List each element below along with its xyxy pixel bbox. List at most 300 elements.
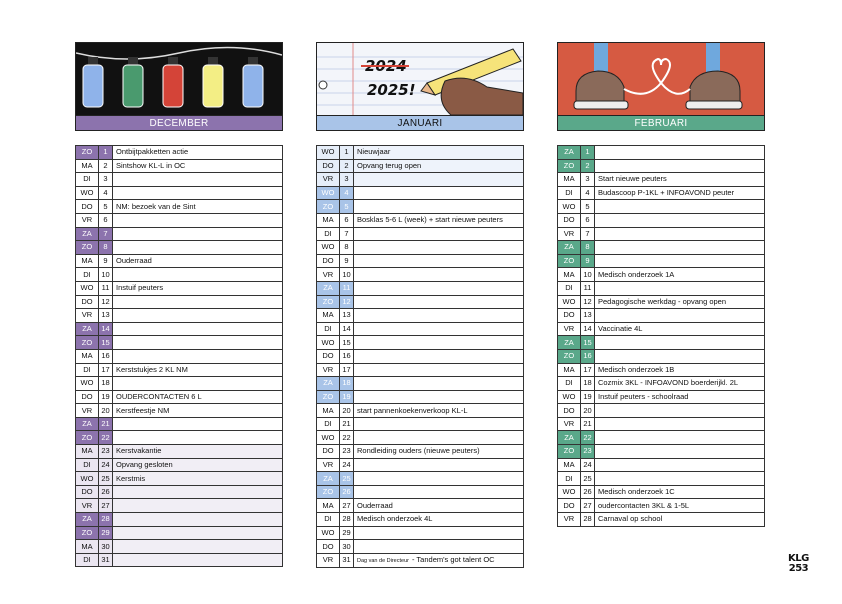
weekday-cell: ZO: [317, 485, 340, 499]
event-cell: [595, 336, 765, 350]
day-row: [76, 499, 283, 513]
date-number-cell: 11: [99, 281, 113, 295]
weekday-cell: VR: [76, 213, 99, 227]
day-row: [76, 445, 283, 459]
day-row: [558, 513, 765, 527]
date-number-cell: 30: [99, 540, 113, 554]
event-cell: [354, 417, 524, 431]
date-number-cell: 30: [340, 540, 354, 554]
day-row: [558, 336, 765, 350]
januari-day-table: [316, 145, 524, 568]
event-cell: [354, 458, 524, 472]
event-cell: [113, 553, 283, 567]
weekday-cell: WO: [317, 431, 340, 445]
day-row: [76, 309, 283, 323]
weekday-cell: ZO: [558, 445, 581, 459]
pencil-notebook-icon: [317, 43, 523, 115]
weekday-cell: ZO: [76, 336, 99, 350]
event-cell: [354, 431, 524, 445]
day-row: [76, 540, 283, 554]
day-row: [76, 431, 283, 445]
day-row: [317, 295, 524, 309]
date-number-cell: 13: [581, 309, 595, 323]
weekday-cell: MA: [76, 254, 99, 268]
weekday-cell: MA: [317, 499, 340, 513]
weekday-cell: MA: [76, 159, 99, 173]
day-row: [76, 513, 283, 527]
weekday-cell: VR: [317, 363, 340, 377]
day-row: [76, 173, 283, 187]
event-cell: [595, 349, 765, 363]
weekday-cell: DO: [558, 499, 581, 513]
date-number-cell: 20: [581, 404, 595, 418]
event-cell: [113, 186, 283, 200]
date-number-cell: 21: [340, 417, 354, 431]
date-number-cell: 28: [581, 513, 595, 527]
day-row: [558, 349, 765, 363]
date-number-cell: 29: [99, 526, 113, 540]
date-number-cell: 28: [99, 513, 113, 527]
day-row: [317, 213, 524, 227]
day-row: [76, 322, 283, 336]
event-cell: [354, 363, 524, 377]
event-cell: Medisch onderzoek 4L: [354, 513, 524, 527]
weekday-cell: MA: [76, 445, 99, 459]
date-number-cell: 10: [581, 268, 595, 282]
weekday-cell: ZO: [317, 390, 340, 404]
weekday-cell: ZA: [558, 146, 581, 160]
date-number-cell: 20: [340, 404, 354, 418]
event-cell: [354, 241, 524, 255]
day-row: [317, 268, 524, 282]
date-number-cell: 24: [340, 458, 354, 472]
event-cell: Start nieuwe peuters: [595, 173, 765, 187]
date-number-cell: 25: [581, 472, 595, 486]
weekday-cell: WO: [558, 200, 581, 214]
date-number-cell: 11: [581, 281, 595, 295]
day-row: [317, 309, 524, 323]
weekday-cell: VR: [558, 227, 581, 241]
weekday-cell: MA: [558, 363, 581, 377]
weekday-cell: DO: [76, 295, 99, 309]
event-cell: [354, 485, 524, 499]
date-number-cell: 1: [340, 146, 354, 160]
day-row: [558, 173, 765, 187]
day-row: [76, 363, 283, 377]
weekday-cell: MA: [558, 268, 581, 282]
weekday-cell: WO: [558, 485, 581, 499]
date-number-cell: 23: [340, 445, 354, 459]
event-cell: Kerstmis: [113, 472, 283, 486]
date-number-cell: 26: [581, 485, 595, 499]
date-number-cell: 16: [340, 349, 354, 363]
date-number-cell: 14: [581, 322, 595, 336]
event-cell: Ontbijtpakketten actie: [113, 146, 283, 160]
event-cell: [595, 146, 765, 160]
day-row: [317, 227, 524, 241]
event-cell: Kerstfeestje NM: [113, 404, 283, 418]
weekday-cell: MA: [317, 404, 340, 418]
day-row: [558, 431, 765, 445]
weekday-cell: VR: [317, 268, 340, 282]
weekday-cell: DI: [317, 322, 340, 336]
event-cell: [595, 431, 765, 445]
day-row: [76, 553, 283, 567]
event-cell: Budascoop P-1KL + INFOAVOND peuter: [595, 186, 765, 200]
weekday-cell: ZA: [76, 227, 99, 241]
day-row: [76, 200, 283, 214]
school-logo: KLG 253: [788, 553, 809, 574]
day-row: [317, 458, 524, 472]
event-cell: Opvang gesloten: [113, 458, 283, 472]
svg-text:2024: 2024: [365, 57, 407, 75]
day-row: [558, 390, 765, 404]
event-cell: [354, 472, 524, 486]
date-number-cell: 23: [581, 445, 595, 459]
date-number-cell: 26: [99, 485, 113, 499]
date-number-cell: 9: [581, 254, 595, 268]
date-number-cell: 2: [340, 159, 354, 173]
weekday-cell: VR: [76, 309, 99, 323]
weekday-cell: DO: [317, 159, 340, 173]
weekday-cell: MA: [317, 213, 340, 227]
date-number-cell: 5: [581, 200, 595, 214]
date-number-cell: 4: [340, 186, 354, 200]
weekday-cell: MA: [558, 173, 581, 187]
day-row: [317, 254, 524, 268]
weekday-cell: MA: [76, 349, 99, 363]
event-cell: [595, 309, 765, 323]
event-cell: [354, 227, 524, 241]
weekday-cell: DI: [76, 553, 99, 567]
month-label-februari: FEBRUARI: [557, 116, 765, 131]
date-number-cell: 7: [99, 227, 113, 241]
event-cell: [354, 254, 524, 268]
weekday-cell: VR: [317, 553, 340, 567]
day-row: [317, 526, 524, 540]
month-column-december: [75, 42, 283, 567]
event-cell: [113, 485, 283, 499]
weekday-cell: DO: [317, 254, 340, 268]
date-number-cell: 20: [99, 404, 113, 418]
day-row: [558, 295, 765, 309]
weekday-cell: WO: [317, 526, 340, 540]
day-row: [76, 526, 283, 540]
date-number-cell: 5: [99, 200, 113, 214]
event-cell: [354, 268, 524, 282]
day-row: [558, 499, 765, 513]
date-number-cell: 10: [340, 268, 354, 282]
day-row: [76, 417, 283, 431]
date-number-cell: 18: [99, 377, 113, 391]
day-row: [317, 553, 524, 567]
day-row: [76, 281, 283, 295]
day-row: [558, 227, 765, 241]
day-row: [317, 159, 524, 173]
day-row: [558, 417, 765, 431]
date-number-cell: 16: [581, 349, 595, 363]
weekday-cell: WO: [558, 295, 581, 309]
weekday-cell: DI: [317, 513, 340, 527]
day-row: [558, 485, 765, 499]
day-row: [76, 241, 283, 255]
day-row: [317, 472, 524, 486]
event-cell: [354, 336, 524, 350]
event-cell: Nieuwjaar: [354, 146, 524, 160]
weekday-cell: DO: [558, 213, 581, 227]
weekday-cell: ZO: [558, 159, 581, 173]
event-cell: [113, 295, 283, 309]
weekday-cell: WO: [317, 146, 340, 160]
date-number-cell: 24: [99, 458, 113, 472]
day-row: [558, 363, 765, 377]
day-row: [317, 390, 524, 404]
date-number-cell: 27: [99, 499, 113, 513]
date-number-cell: 27: [340, 499, 354, 513]
day-row: [317, 241, 524, 255]
date-number-cell: 13: [340, 309, 354, 323]
weekday-cell: WO: [317, 241, 340, 255]
date-number-cell: 31: [99, 553, 113, 567]
date-number-cell: 19: [99, 390, 113, 404]
date-number-cell: 19: [340, 390, 354, 404]
day-row: [558, 404, 765, 418]
date-number-cell: 22: [99, 431, 113, 445]
event-cell: [113, 213, 283, 227]
date-number-cell: 12: [99, 295, 113, 309]
date-number-cell: 7: [581, 227, 595, 241]
weekday-cell: VR: [558, 417, 581, 431]
weekday-cell: ZA: [558, 241, 581, 255]
event-cell: [595, 227, 765, 241]
date-number-cell: 1: [99, 146, 113, 160]
event-cell: [354, 173, 524, 187]
event-cell: [354, 553, 524, 567]
date-number-cell: 22: [340, 431, 354, 445]
event-cell: [354, 349, 524, 363]
date-number-cell: 12: [581, 295, 595, 309]
day-row: [317, 445, 524, 459]
event-cell: [595, 404, 765, 418]
date-number-cell: 21: [581, 417, 595, 431]
date-number-cell: 11: [340, 281, 354, 295]
date-number-cell: 9: [340, 254, 354, 268]
day-row: [317, 363, 524, 377]
weekday-cell: VR: [76, 499, 99, 513]
date-number-cell: 17: [581, 363, 595, 377]
weekday-cell: ZO: [76, 241, 99, 255]
event-cell: [113, 431, 283, 445]
event-cell: Rondleiding ouders (nieuwe peuters): [354, 445, 524, 459]
svg-text:2025!: 2025!: [367, 81, 416, 99]
date-number-cell: 23: [99, 445, 113, 459]
event-cell: [113, 540, 283, 554]
date-number-cell: 15: [99, 336, 113, 350]
day-row: [317, 417, 524, 431]
date-number-cell: 3: [340, 173, 354, 187]
weekday-cell: MA: [76, 540, 99, 554]
day-row: [558, 159, 765, 173]
weekday-cell: DO: [76, 200, 99, 214]
day-row: [558, 445, 765, 459]
date-number-cell: 14: [340, 322, 354, 336]
event-cell: Pedagogische werkdag - opvang open: [595, 295, 765, 309]
day-row: [76, 146, 283, 160]
weekday-cell: WO: [76, 472, 99, 486]
februari-day-table: [557, 145, 765, 527]
date-number-cell: 16: [99, 349, 113, 363]
date-number-cell: 2: [581, 159, 595, 173]
event-cell: [113, 417, 283, 431]
event-cell: Medisch onderzoek 1B: [595, 363, 765, 377]
day-row: [317, 281, 524, 295]
weekday-cell: ZO: [76, 431, 99, 445]
weekday-cell: DI: [558, 472, 581, 486]
event-cell: [354, 322, 524, 336]
date-number-cell: 4: [581, 186, 595, 200]
month-label-januari: JANUARI: [316, 116, 524, 131]
event-cell: [113, 309, 283, 323]
event-cell: Medisch onderzoek 1A: [595, 268, 765, 282]
day-row: [317, 513, 524, 527]
event-cell: [595, 254, 765, 268]
date-number-cell: 6: [99, 213, 113, 227]
event-cell: [354, 200, 524, 214]
weekday-cell: ZA: [76, 322, 99, 336]
weekday-cell: MA: [558, 458, 581, 472]
day-row: [317, 499, 524, 513]
date-number-cell: 2: [99, 159, 113, 173]
event-cell: [113, 173, 283, 187]
event-cell: Ouderraad: [354, 499, 524, 513]
event-cell: [113, 322, 283, 336]
weekday-cell: ZA: [558, 431, 581, 445]
date-number-cell: 24: [581, 458, 595, 472]
date-number-cell: 28: [340, 513, 354, 527]
weekday-cell: ZA: [317, 472, 340, 486]
date-number-cell: 3: [99, 173, 113, 187]
event-cell: NM: bezoek van de Sint: [113, 200, 283, 214]
day-row: [558, 377, 765, 391]
event-cell: [595, 200, 765, 214]
event-cell: [595, 213, 765, 227]
day-row: [558, 281, 765, 295]
weekday-cell: DI: [558, 377, 581, 391]
december-day-table: [75, 145, 283, 567]
date-number-cell: 6: [340, 213, 354, 227]
date-number-cell: 17: [340, 363, 354, 377]
weekday-cell: DO: [76, 485, 99, 499]
day-row: [76, 349, 283, 363]
date-number-cell: 4: [99, 186, 113, 200]
hanging-lights-icon: [76, 43, 282, 115]
date-number-cell: 17: [99, 363, 113, 377]
event-cell: [113, 227, 283, 241]
day-row: [558, 254, 765, 268]
event-cell: Medisch onderzoek 1C: [595, 485, 765, 499]
date-number-cell: 3: [581, 173, 595, 187]
event-part: - Tandem's got talent OC: [411, 554, 495, 564]
day-row: [317, 431, 524, 445]
day-row: [76, 458, 283, 472]
weekday-cell: VR: [558, 322, 581, 336]
date-number-cell: 8: [340, 241, 354, 255]
event-cell: Kerstvakantie: [113, 445, 283, 459]
date-number-cell: 22: [581, 431, 595, 445]
event-cell: [595, 159, 765, 173]
day-row: [317, 186, 524, 200]
event-cell: Cozmix 3KL - INFOAVOND boerderijkl. 2L: [595, 377, 765, 391]
day-row: [558, 268, 765, 282]
event-cell: [354, 309, 524, 323]
event-cell: [113, 499, 283, 513]
day-row: [317, 540, 524, 554]
date-number-cell: 8: [581, 241, 595, 255]
event-cell: [354, 390, 524, 404]
event-cell: Kerststukjes 2 KL NM: [113, 363, 283, 377]
event-cell: [595, 445, 765, 459]
event-cell: [354, 295, 524, 309]
weekday-cell: DI: [558, 281, 581, 295]
day-row: [76, 485, 283, 499]
weekday-cell: WO: [558, 390, 581, 404]
day-row: [558, 458, 765, 472]
weekday-cell: DO: [317, 349, 340, 363]
day-row: [558, 200, 765, 214]
date-number-cell: 18: [340, 377, 354, 391]
weekday-cell: DO: [76, 390, 99, 404]
december-banner-illustration: [75, 42, 283, 116]
date-number-cell: 31: [340, 553, 354, 567]
event-cell: Bosklas 5-6 L (week) + start nieuwe peuters: [354, 213, 524, 227]
event-cell: [354, 281, 524, 295]
day-row: [317, 377, 524, 391]
day-row: [317, 200, 524, 214]
event-cell: Ouderraad: [113, 254, 283, 268]
januari-banner-illustration: [316, 42, 524, 116]
weekday-cell: WO: [76, 186, 99, 200]
day-row: [76, 390, 283, 404]
event-cell: Opvang terug open: [354, 159, 524, 173]
day-row: [76, 227, 283, 241]
day-row: [558, 146, 765, 160]
day-row: [317, 349, 524, 363]
weekday-cell: ZA: [317, 377, 340, 391]
event-cell: Sintshow KL-L in OC: [113, 159, 283, 173]
event-cell: OUDERCONTACTEN 6 L: [113, 390, 283, 404]
day-row: [558, 309, 765, 323]
event-cell: [595, 417, 765, 431]
date-number-cell: 10: [99, 268, 113, 282]
date-number-cell: 21: [99, 417, 113, 431]
date-number-cell: 13: [99, 309, 113, 323]
weekday-cell: VR: [558, 513, 581, 527]
day-row: [76, 295, 283, 309]
day-row: [317, 322, 524, 336]
weekday-cell: ZA: [558, 336, 581, 350]
weekday-cell: DO: [317, 445, 340, 459]
weekday-cell: DO: [558, 404, 581, 418]
event-cell: [113, 349, 283, 363]
day-row: [76, 336, 283, 350]
weekday-cell: MA: [317, 309, 340, 323]
month-column-februari: [557, 42, 765, 527]
date-number-cell: 7: [340, 227, 354, 241]
event-cell: [595, 241, 765, 255]
date-number-cell: 8: [99, 241, 113, 255]
date-number-cell: 18: [581, 377, 595, 391]
event-part: Dag van de Directeur: [357, 557, 409, 564]
